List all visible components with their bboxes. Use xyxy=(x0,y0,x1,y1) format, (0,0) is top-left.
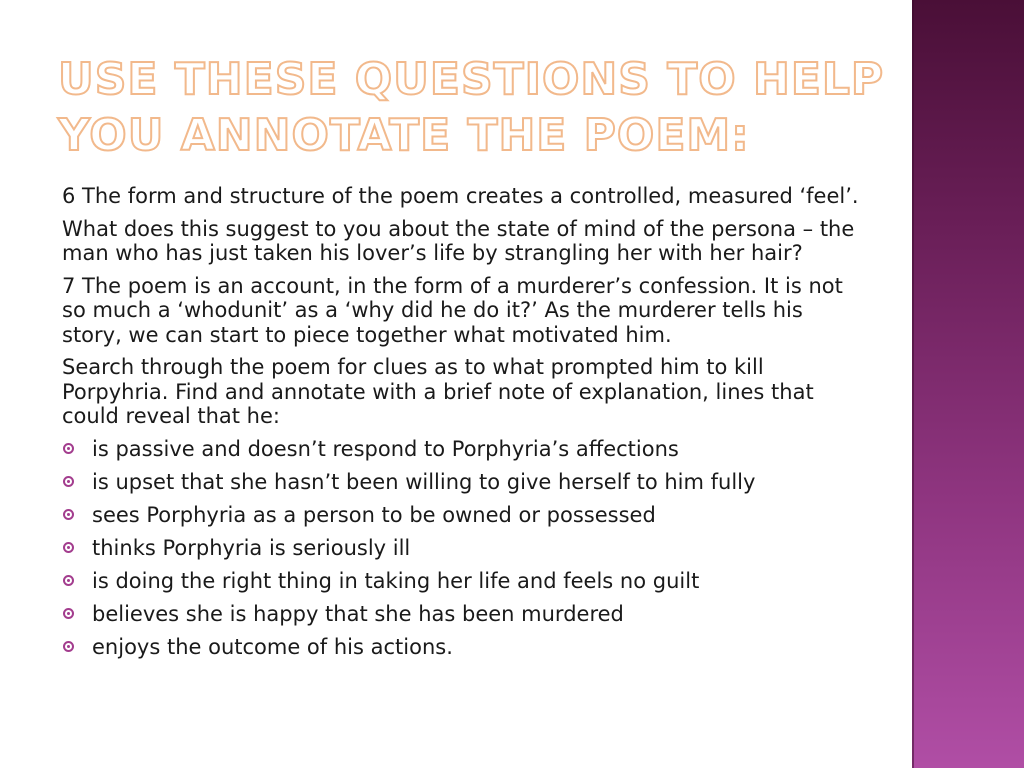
list-item xyxy=(62,536,862,561)
paragraph-question-7-prompt: Search through the poem for clues as to what prompted him to kill Porpyhria. Find and annotate with a brief note of explanation, lines that could reveal that he: xyxy=(62,355,814,428)
list-item-text: is passive and doesn’t respond to Porphyria’s affections xyxy=(92,436,679,461)
list-item-text: believes she is happy that she has been murdered xyxy=(92,601,624,626)
paragraph-question-6-prompt: What does this suggest to you about the state of mind of the persona – the man who has just taken his lover’s life by strangling her with her hair? xyxy=(62,216,855,265)
circle-bullet-icon xyxy=(63,509,74,520)
list-item xyxy=(62,635,862,660)
list-item xyxy=(62,602,862,627)
list-item xyxy=(62,503,862,528)
slide-title xyxy=(58,52,898,164)
list-item xyxy=(62,569,862,594)
title-line-2: YOU ANNOTATE THE POEM: xyxy=(58,110,750,161)
list-item-text: thinks Porphyria is seriously ill xyxy=(92,535,411,560)
side-band-edge xyxy=(912,0,914,768)
paragraph-question-7: 7 The poem is an account, in the form of a murderer’s confession. It is not so much a ‘whodunit’ as a ‘why did he do it?’ As the murderer tells his story, we can start to piece together what motivated him. xyxy=(62,273,843,347)
circle-bullet-icon xyxy=(63,476,74,487)
paragraph-question-6: 6 The form and structure of the poem creates a controlled, measured ‘feel’. xyxy=(62,184,859,208)
circle-bullet-icon xyxy=(63,608,74,619)
circle-bullet-icon xyxy=(63,443,74,454)
list-item-text: sees Porphyria as a person to be owned or possessed xyxy=(92,502,656,527)
bullet-list xyxy=(62,437,862,660)
list-item xyxy=(62,437,862,462)
slide-body xyxy=(62,184,862,668)
list-item-text: is doing the right thing in taking her life and feels no guilt xyxy=(92,568,700,593)
list-item-text: enjoys the outcome of his actions. xyxy=(92,634,453,659)
decorative-side-band xyxy=(912,0,1024,768)
title-line-1: USE THESE QUESTIONS TO HELP xyxy=(58,54,885,105)
list-item-text: is upset that she hasn’t been willing to give herself to him fully xyxy=(92,469,756,494)
circle-bullet-icon xyxy=(63,542,74,553)
circle-bullet-icon xyxy=(63,641,74,652)
list-item xyxy=(62,470,862,495)
circle-bullet-icon xyxy=(63,575,74,586)
